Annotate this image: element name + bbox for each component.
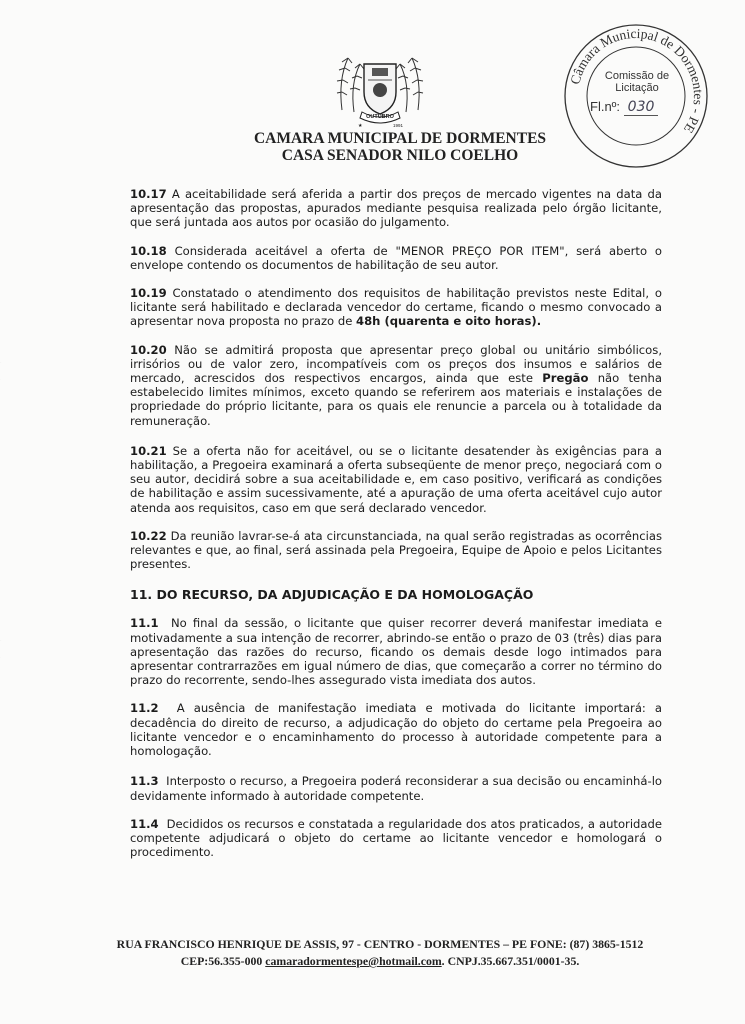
clause-number: 11.3 xyxy=(130,774,159,789)
clause-text: Da reunião lavrar-se-á ata circunstanciada, na qual serão registradas as ocorrências relevantes e que, ao final, será assinada pela Pregoeira, Equipe de Apoio e pelos Licitantes presentes. xyxy=(130,528,662,572)
clause-text: não tenha estabelecido limites mínimos, exceto quando se referirem aos materiais e instalações de propriedade do próprio licitante, para os quais ele renuncie a parcela ou à totalidade da remuneração. xyxy=(130,371,662,428)
clause-emphasis: Pregão xyxy=(542,371,589,386)
stamp-line1: Comissão de xyxy=(604,70,670,82)
crest-banner-text: OUTUBRO xyxy=(366,114,394,120)
clause-text: Não se admitirá proposta que apresentar preço global ou unitário simbólicos, irrisórios ou de valor zero, incompatíveis com os preços dos insumos e salários de mercado, acrescidos dos respectivos encargos, ainda que este xyxy=(130,342,662,386)
clause-10-22 xyxy=(130,529,662,572)
stamp-folio xyxy=(590,99,690,115)
stamp-line2: Licitação xyxy=(615,82,659,94)
clause-text: No final da sessão, o licitante que quiser recorrer deverá manifestar imediata e motivadamente a sua intenção de recorrer, abrindo-se então o prazo de 03 (três) dias para apresentação das razões do recurso, ficando os demais desde logo intimados para apresentar contrarrazões em igual número de dias, que começarão a correr no término do prazo do recorrente, sendo-lhes assegurado vista imediata dos autos. xyxy=(130,616,662,688)
clause-number: 10.21 xyxy=(130,443,167,458)
clause-number: 11.2 xyxy=(130,701,159,716)
clause-text: A ausência de manifestação imediata e motivada do licitante importará: a decadência do direito de recurso, a adjudicação do objeto do certame pela Pregoeira ao licitante vencedor e o encaminhamento do processo à autoridade competente para a homologação. xyxy=(130,701,662,759)
clause-text: A aceitabilidade será aferida a partir dos preços de mercado vigentes na data da apresentação das propostas, apurados mediante pesquisa realizada pelo órgão licitante, que será juntada aos autos por ocasião do julgamento. xyxy=(130,187,663,230)
clause-text: Decididos os recursos e constatada a regularidade dos atos praticados, a autoridade competente adjudicará o objeto do certame ao licitante vencedor e homologará o procedimento. xyxy=(130,816,662,860)
clause-number: 10.22 xyxy=(130,528,167,543)
clause-number: 10.20 xyxy=(130,342,167,357)
stamp-folio-number: 030 xyxy=(624,99,659,116)
footer-email-link[interactable]: camaradormentespe@hotmail.com xyxy=(265,954,442,968)
stamp-commission-label xyxy=(592,70,682,94)
clause-11-4 xyxy=(130,817,662,860)
letterhead-subtitle: CASA SENADOR NILO COELHO xyxy=(281,147,519,164)
clause-number: 11.1 xyxy=(130,616,159,631)
commission-stamp xyxy=(562,22,710,170)
footer-cnpj: . CNPJ.35.667.351/0001-35. xyxy=(441,954,580,968)
clause-number: 10.17 xyxy=(130,187,167,201)
clause-10-18 xyxy=(130,244,662,272)
letterhead xyxy=(200,130,600,164)
clause-11-3 xyxy=(130,774,662,802)
clause-text: Se a oferta não for aceitável, ou se o licitante desatender às exigências para a habilitação, a Pregoeira examinará a oferta subseqüente de menor preço, negociará com o seu autor, decidirá sobre a sua aceitabilidade e, em caso positivo, verificará as condições de habilitação e assim sucessivamente, até a apuração de uma oferta aceitável cujo autor atenda aos requisitos, caso em que será declarado vencedor. xyxy=(130,443,663,515)
clause-11-1 xyxy=(130,616,662,687)
footer-cep: CEP:56.355-000 xyxy=(180,954,263,968)
section-11-title: 11. DO RECURSO, DA ADJUDICAÇÃO E DA HOMOLOGAÇÃO xyxy=(130,587,534,603)
letterhead-footer xyxy=(100,936,660,970)
letterhead-title: CAMARA MUNICIPAL DE DORMENTES xyxy=(253,130,547,147)
clause-number: 11.4 xyxy=(130,816,159,831)
clause-10-19 xyxy=(130,286,662,329)
document-body xyxy=(130,187,662,859)
clause-11-2 xyxy=(130,701,662,758)
clause-text: Constatado o atendimento dos requisitos de habilitação previstos neste Edital, o licitante será habilitado e declarada vencedor do certame, ficando o mesmo convocado a apresentar nova proposta no prazo de xyxy=(130,286,662,329)
clause-text: Considerada aceitável a oferta de "MENOR PREÇO POR ITEM", será aberto o envelope contendo os documentos de habilitação de seu autor. xyxy=(130,243,663,272)
stamp-ring-text: Câmara Municipal de Dormentes - PE xyxy=(567,25,707,136)
clause-number: 10.19 xyxy=(130,286,167,301)
punch-hole-mark xyxy=(0,640,11,658)
stamp-ring xyxy=(562,22,710,170)
clause-10-21 xyxy=(130,444,662,515)
footer-address: RUA FRANCISCO HENRIQUE DE ASSIS, 97 - CENTRO - DORMENTES – PE FONE: (87) 3865-1512 xyxy=(116,937,644,951)
municipal-crest-logo xyxy=(334,50,426,130)
clause-text: Interposto o recurso, a Pregoeira poderá reconsiderar a sua decisão ou encaminhá-lo devidamente informado à autoridade competente. xyxy=(130,774,663,803)
clause-10-20 xyxy=(130,343,662,428)
crest-star-icon: ★ xyxy=(358,123,363,129)
punch-hole-mark xyxy=(0,362,11,380)
footer-contact xyxy=(100,953,660,970)
clause-deadline: 48h (quarenta e oito horas). xyxy=(356,314,542,329)
stamp-folio-label: Fl.nº: xyxy=(590,99,621,114)
crest-year-text: 1991 xyxy=(392,123,404,128)
clause-10-17 xyxy=(130,187,662,230)
clause-number: 10.18 xyxy=(130,243,167,258)
